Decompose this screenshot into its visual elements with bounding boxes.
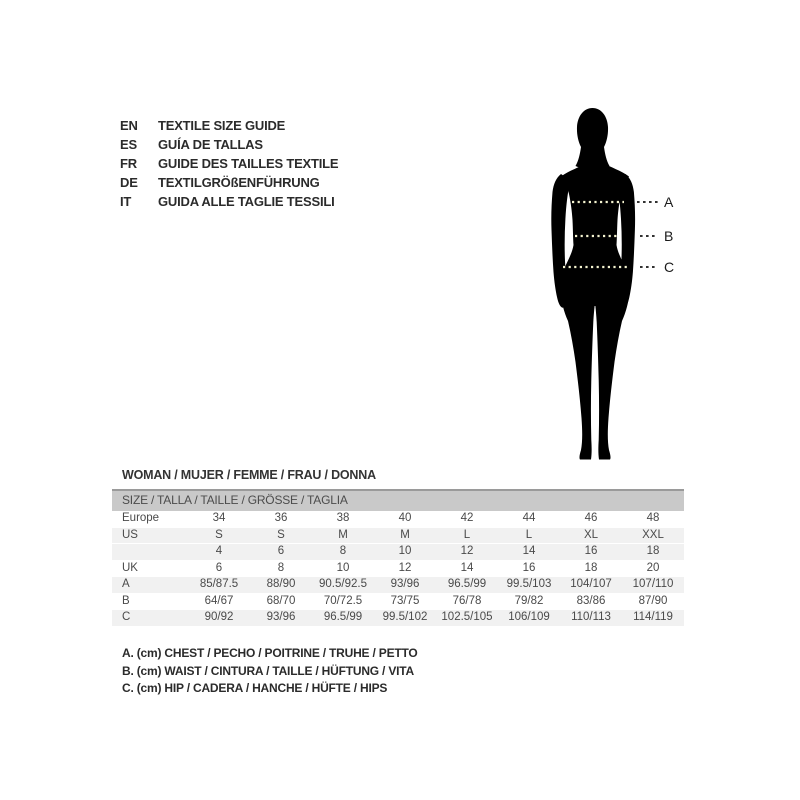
woman-body xyxy=(561,163,630,460)
row-label: C xyxy=(122,611,131,623)
size-cell: 76/78 xyxy=(452,594,482,607)
measurement-notes xyxy=(122,645,418,698)
note-chest: A. (cm) CHEST / PECHO / POITRINE / TRUHE / PETTO xyxy=(122,646,418,660)
guide-title: GUÍA DE TALLAS xyxy=(158,137,263,152)
size-cell: 16 xyxy=(522,561,536,574)
language-row xyxy=(120,135,338,154)
size-cell: 18 xyxy=(646,545,660,557)
size-cell: 6 xyxy=(277,545,285,557)
size-cell: XXL xyxy=(642,528,664,541)
size-cell: 96.5/99 xyxy=(323,611,363,623)
size-cell: 73/75 xyxy=(390,594,420,607)
table-row-europe xyxy=(112,511,684,528)
section-title: WOMAN / MUJER / FEMME / FRAU / DONNA xyxy=(122,468,376,482)
size-cell: 34 xyxy=(212,512,226,524)
guide-title: TEXTILGRÖßENFÜHRUNG xyxy=(158,175,320,190)
language-row xyxy=(120,192,338,211)
measurement-label-b: B xyxy=(664,228,674,244)
guide-title: TEXTILE SIZE GUIDE xyxy=(158,118,286,133)
size-cell: 83/86 xyxy=(576,594,606,607)
size-table xyxy=(112,489,684,627)
language-code: DE xyxy=(120,175,138,190)
size-cell: 99.5/103 xyxy=(506,578,552,590)
size-cell: 8 xyxy=(339,545,347,557)
language-row xyxy=(120,173,338,192)
size-cell: S xyxy=(215,528,223,541)
size-cell: 10 xyxy=(336,561,350,574)
language-row xyxy=(120,154,338,173)
size-cell: 44 xyxy=(522,512,536,524)
size-cell: 68/70 xyxy=(266,594,296,607)
size-cell: 107/110 xyxy=(632,578,674,590)
measurement-label-c: C xyxy=(664,259,675,275)
size-cell: 16 xyxy=(584,545,598,557)
guide-title: GUIDE DES TAILLES TEXTILE xyxy=(158,156,339,171)
size-cell: 90.5/92.5 xyxy=(319,578,367,590)
size-cell: 87/90 xyxy=(638,594,668,607)
size-cell: 20 xyxy=(646,561,660,574)
size-cell: 106/109 xyxy=(508,611,550,623)
size-cell: 38 xyxy=(336,512,350,524)
language-row xyxy=(120,116,338,135)
row-label: A xyxy=(122,578,130,590)
language-code: IT xyxy=(120,194,132,209)
table-row-hip xyxy=(112,610,684,627)
size-cell: 14 xyxy=(522,545,536,557)
size-cell: 114/119 xyxy=(633,611,673,623)
size-cell: 85/87.5 xyxy=(199,578,239,590)
guide-title: GUIDA ALLE TAGLIE TESSILI xyxy=(158,194,335,209)
size-cell: 102.5/105 xyxy=(441,611,493,623)
measurement-label-a: A xyxy=(664,194,674,210)
language-code: FR xyxy=(120,156,137,171)
row-label: B xyxy=(122,594,130,607)
size-cell: 99.5/102 xyxy=(382,611,428,623)
row-label: Europe xyxy=(122,512,160,524)
size-cell: M xyxy=(400,528,410,541)
size-cell: 88/90 xyxy=(266,578,296,590)
size-cell: 12 xyxy=(398,561,412,574)
size-cell: XL xyxy=(583,528,599,541)
table-row-us-numbers xyxy=(112,544,684,561)
size-cell: 70/72.5 xyxy=(323,594,363,607)
language-title-list xyxy=(120,116,338,211)
row-label: UK xyxy=(122,561,138,574)
size-cell: S xyxy=(277,528,285,541)
size-cell: 10 xyxy=(398,545,412,557)
language-code: ES xyxy=(120,137,137,152)
size-cell: 48 xyxy=(646,512,660,524)
size-cell: L xyxy=(525,528,533,541)
size-cell: 4 xyxy=(215,545,223,557)
row-label xyxy=(112,544,188,560)
size-cell: 64/67 xyxy=(204,594,234,607)
size-cell: L xyxy=(463,528,471,541)
size-cell: 40 xyxy=(398,512,412,524)
size-cell: 90/92 xyxy=(204,611,234,623)
table-row-waist xyxy=(112,594,684,611)
size-cell: 8 xyxy=(277,561,285,574)
size-cell: 14 xyxy=(460,561,474,574)
size-cell: 42 xyxy=(460,512,474,524)
size-cell: 104/107 xyxy=(570,578,612,590)
size-cell: 12 xyxy=(460,545,474,557)
size-cell: 46 xyxy=(584,512,598,524)
woman-silhouette-figure xyxy=(545,108,695,460)
size-cell: 96.5/99 xyxy=(447,578,487,590)
note-hip: C. (cm) HIP / CADERA / HANCHE / HÜFTE / HIPS xyxy=(122,681,388,695)
language-code: EN xyxy=(120,118,138,133)
size-cell: 18 xyxy=(584,561,598,574)
woman-head xyxy=(576,108,610,170)
size-cell: 79/82 xyxy=(514,594,544,607)
table-row-uk xyxy=(112,561,684,578)
note-waist: B. (cm) WAIST / CINTURA / TAILLE / HÜFTUNG / VITA xyxy=(122,663,414,678)
table-row-us-letters xyxy=(112,528,684,545)
size-cell: 110/113 xyxy=(571,611,611,623)
row-label: US xyxy=(122,528,138,541)
table-header: SIZE / TALLA / TAILLE / GRÖSSE / TAGLIA xyxy=(112,489,684,511)
size-cell: 36 xyxy=(274,512,288,524)
size-cell: 93/96 xyxy=(266,611,296,623)
size-cell: M xyxy=(338,528,348,541)
size-cell: 6 xyxy=(215,561,223,574)
size-cell: 93/96 xyxy=(390,578,420,590)
table-row-chest xyxy=(112,577,684,594)
